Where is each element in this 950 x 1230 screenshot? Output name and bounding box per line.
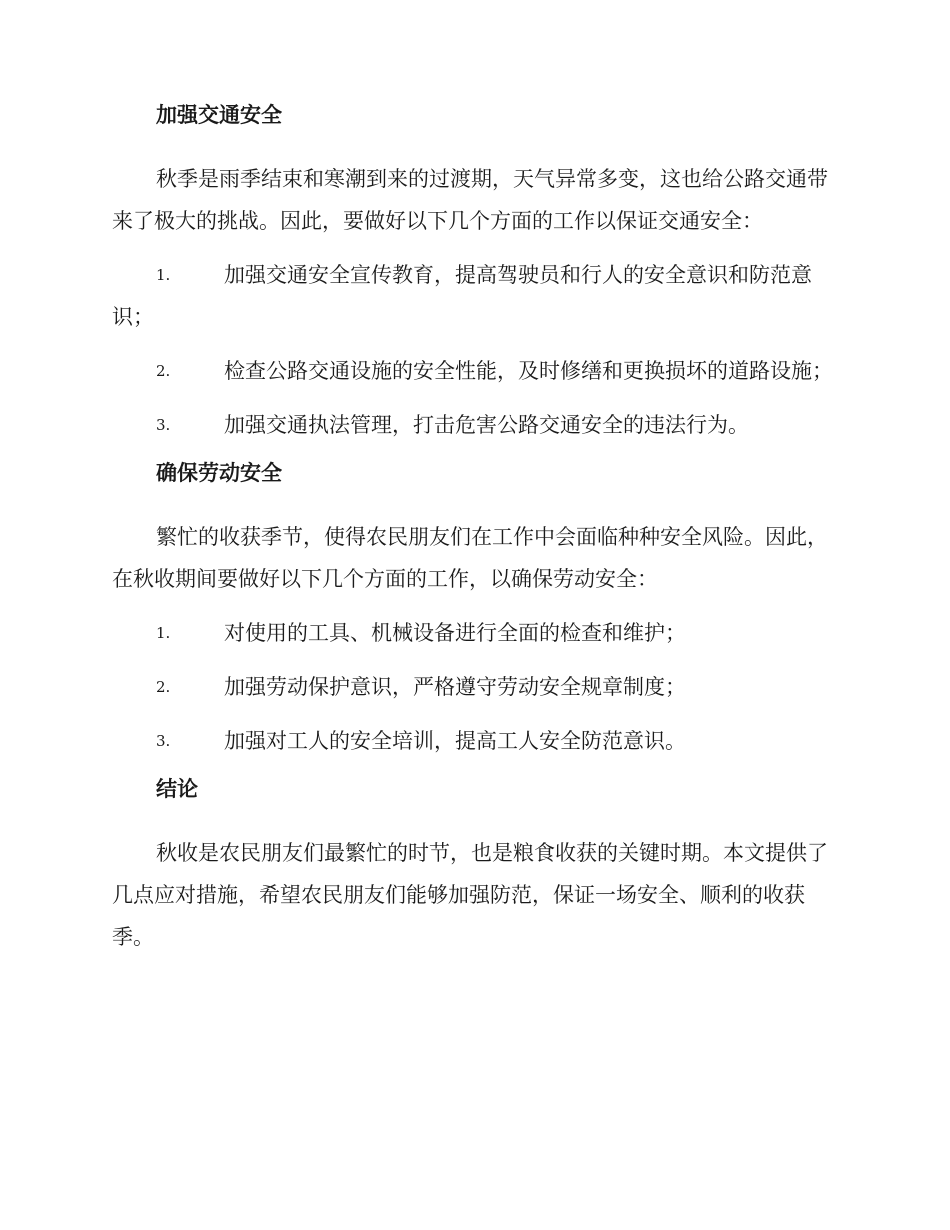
list-number: 1. bbox=[156, 624, 171, 642]
list-item bbox=[112, 350, 836, 392]
list-item-text: 加强交通执法管理，打击危害公路交通安全的违法行为。 bbox=[224, 413, 749, 437]
list-number: 2. bbox=[156, 362, 171, 380]
numbered-list bbox=[112, 254, 836, 446]
list-item-text: 检查公路交通设施的安全性能，及时修缮和更换损坏的道路设施； bbox=[224, 359, 833, 383]
section-labor-safety bbox=[112, 458, 836, 762]
list-item bbox=[112, 612, 836, 654]
list-number: 1. bbox=[156, 266, 171, 284]
list-item bbox=[112, 254, 836, 338]
list-item-text: 对使用的工具、机械设备进行全面的检查和维护； bbox=[224, 621, 686, 645]
section-heading: 确保劳动安全 bbox=[156, 461, 282, 485]
list-number: 2. bbox=[156, 678, 171, 696]
section-intro: 繁忙的收获季节，使得农民朋友们在工作中会面临种种安全风险。因此，在秋收期间要做好以下几个方面的工作，以确保劳动安全： bbox=[112, 525, 828, 591]
list-item bbox=[112, 404, 836, 446]
list-item-text: 加强交通安全宣传教育，提高驾驶员和行人的安全意识和防范意识； bbox=[112, 263, 812, 329]
document-page bbox=[112, 100, 836, 970]
numbered-list bbox=[112, 612, 836, 762]
section-heading: 结论 bbox=[156, 777, 198, 801]
section-conclusion bbox=[112, 774, 836, 958]
list-item bbox=[112, 720, 836, 762]
list-item-text: 加强对工人的安全培训，提高工人安全防范意识。 bbox=[224, 729, 686, 753]
section-heading: 加强交通安全 bbox=[156, 103, 282, 127]
section-intro: 秋季是雨季结束和寒潮到来的过渡期，天气异常多变，这也给公路交通带来了极大的挑战。因此，要做好以下几个方面的工作以保证交通安全： bbox=[112, 167, 828, 233]
list-number: 3. bbox=[156, 416, 171, 434]
list-number: 3. bbox=[156, 732, 171, 750]
list-item-text: 加强劳动保护意识，严格遵守劳动安全规章制度； bbox=[224, 675, 686, 699]
list-item bbox=[112, 666, 836, 708]
section-intro: 秋收是农民朋友们最繁忙的时节，也是粮食收获的关键时期。本文提供了几点应对措施，希望农民朋友们能够加强防范，保证一场安全、顺利的收获季。 bbox=[112, 841, 828, 949]
section-traffic-safety bbox=[112, 100, 836, 446]
